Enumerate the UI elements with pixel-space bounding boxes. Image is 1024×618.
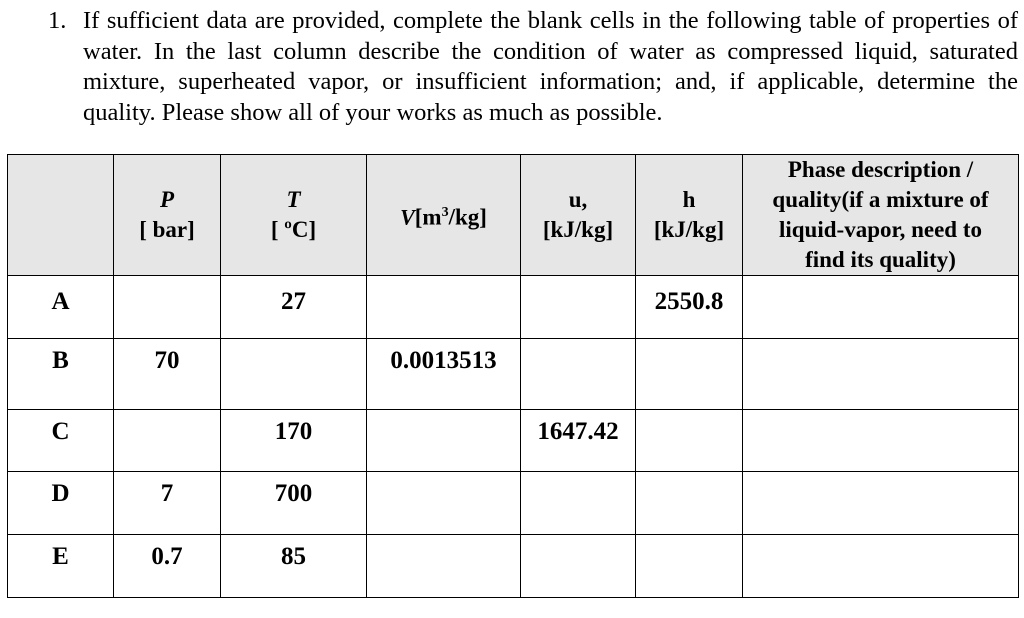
table-row-a — [8, 276, 1019, 339]
pressure-symbol: P — [159, 187, 175, 212]
specific-volume-cell[interactable] — [367, 535, 521, 598]
enthalpy-cell[interactable] — [636, 535, 743, 598]
pressure-cell[interactable]: 7 — [114, 472, 221, 535]
header-specific-volume — [367, 155, 521, 276]
specific-volume-cell[interactable]: 0.0013513 — [367, 339, 521, 410]
temperature-cell[interactable]: 170 — [221, 410, 367, 472]
question-text: If sufficient data are provided, complete the blank cells in the following table of properties of water. In the last column describe the condition of water as compressed liquid, saturated mixture, superheated vapor, or insufficient information; and, if applicable, determine the quality. Please show all of your works as much as possible. — [83, 7, 1018, 126]
specific-volume-unit-prefix: [m — [414, 204, 442, 230]
phase-cell[interactable] — [743, 339, 1019, 410]
enthalpy-symbol: h — [682, 187, 696, 212]
phase-header-line-4: find its quality) — [805, 247, 956, 272]
row-label: B — [8, 339, 114, 410]
table-row-d — [8, 472, 1019, 535]
internal-energy-cell[interactable] — [521, 276, 636, 339]
phase-header-line-3: liquid-vapor, need to — [778, 217, 982, 242]
temperature-cell[interactable]: 700 — [221, 472, 367, 535]
enthalpy-cell[interactable] — [636, 410, 743, 472]
temperature-symbol: T — [286, 187, 301, 212]
internal-energy-cell[interactable]: 1647.42 — [521, 410, 636, 472]
question-block — [48, 6, 1018, 128]
specific-volume-cell[interactable] — [367, 472, 521, 535]
temperature-cell[interactable] — [221, 339, 367, 410]
enthalpy-unit: [kJ/kg] — [653, 217, 725, 242]
temperature-cell[interactable]: 27 — [221, 276, 367, 339]
header-pressure — [114, 155, 221, 276]
row-label: E — [8, 535, 114, 598]
pressure-cell[interactable] — [114, 410, 221, 472]
header-internal-energy — [521, 155, 636, 276]
phase-cell[interactable] — [743, 410, 1019, 472]
pressure-cell[interactable]: 0.7 — [114, 535, 221, 598]
pressure-cell[interactable]: 70 — [114, 339, 221, 410]
header-row-label — [8, 155, 114, 276]
temperature-cell[interactable]: 85 — [221, 535, 367, 598]
table-row-b — [8, 339, 1019, 410]
header-row — [8, 155, 1019, 276]
header-temperature — [221, 155, 367, 276]
internal-energy-cell[interactable] — [521, 339, 636, 410]
question-number: 1. — [48, 7, 67, 34]
specific-volume-cell[interactable] — [367, 410, 521, 472]
properties-table — [7, 154, 1019, 598]
row-label: A — [8, 276, 114, 339]
specific-volume-unit-exponent: 3 — [441, 204, 449, 220]
pressure-unit: [ bar] — [139, 217, 195, 242]
row-label: C — [8, 410, 114, 472]
phase-header-line-1: Phase description / — [787, 157, 974, 182]
enthalpy-cell[interactable] — [636, 339, 743, 410]
phase-cell[interactable] — [743, 472, 1019, 535]
internal-energy-symbol: u, — [568, 187, 588, 212]
internal-energy-cell[interactable] — [521, 472, 636, 535]
table-row-c — [8, 410, 1019, 472]
header-phase-description — [743, 155, 1019, 276]
enthalpy-cell[interactable] — [636, 472, 743, 535]
internal-energy-unit: [kJ/kg] — [542, 217, 614, 242]
internal-energy-cell[interactable] — [521, 535, 636, 598]
phase-header-line-2: quality(if a mixture of — [772, 187, 989, 212]
phase-cell[interactable] — [743, 535, 1019, 598]
header-enthalpy — [636, 155, 743, 276]
phase-cell[interactable] — [743, 276, 1019, 339]
specific-volume-cell[interactable] — [367, 276, 521, 339]
enthalpy-cell[interactable]: 2550.8 — [636, 276, 743, 339]
pressure-cell[interactable] — [114, 276, 221, 339]
row-label: D — [8, 472, 114, 535]
table-row-e — [8, 535, 1019, 598]
temperature-unit: [ ºC] — [270, 217, 317, 242]
specific-volume-unit-suffix: /kg] — [448, 204, 487, 230]
specific-volume-symbol: V — [400, 204, 415, 230]
